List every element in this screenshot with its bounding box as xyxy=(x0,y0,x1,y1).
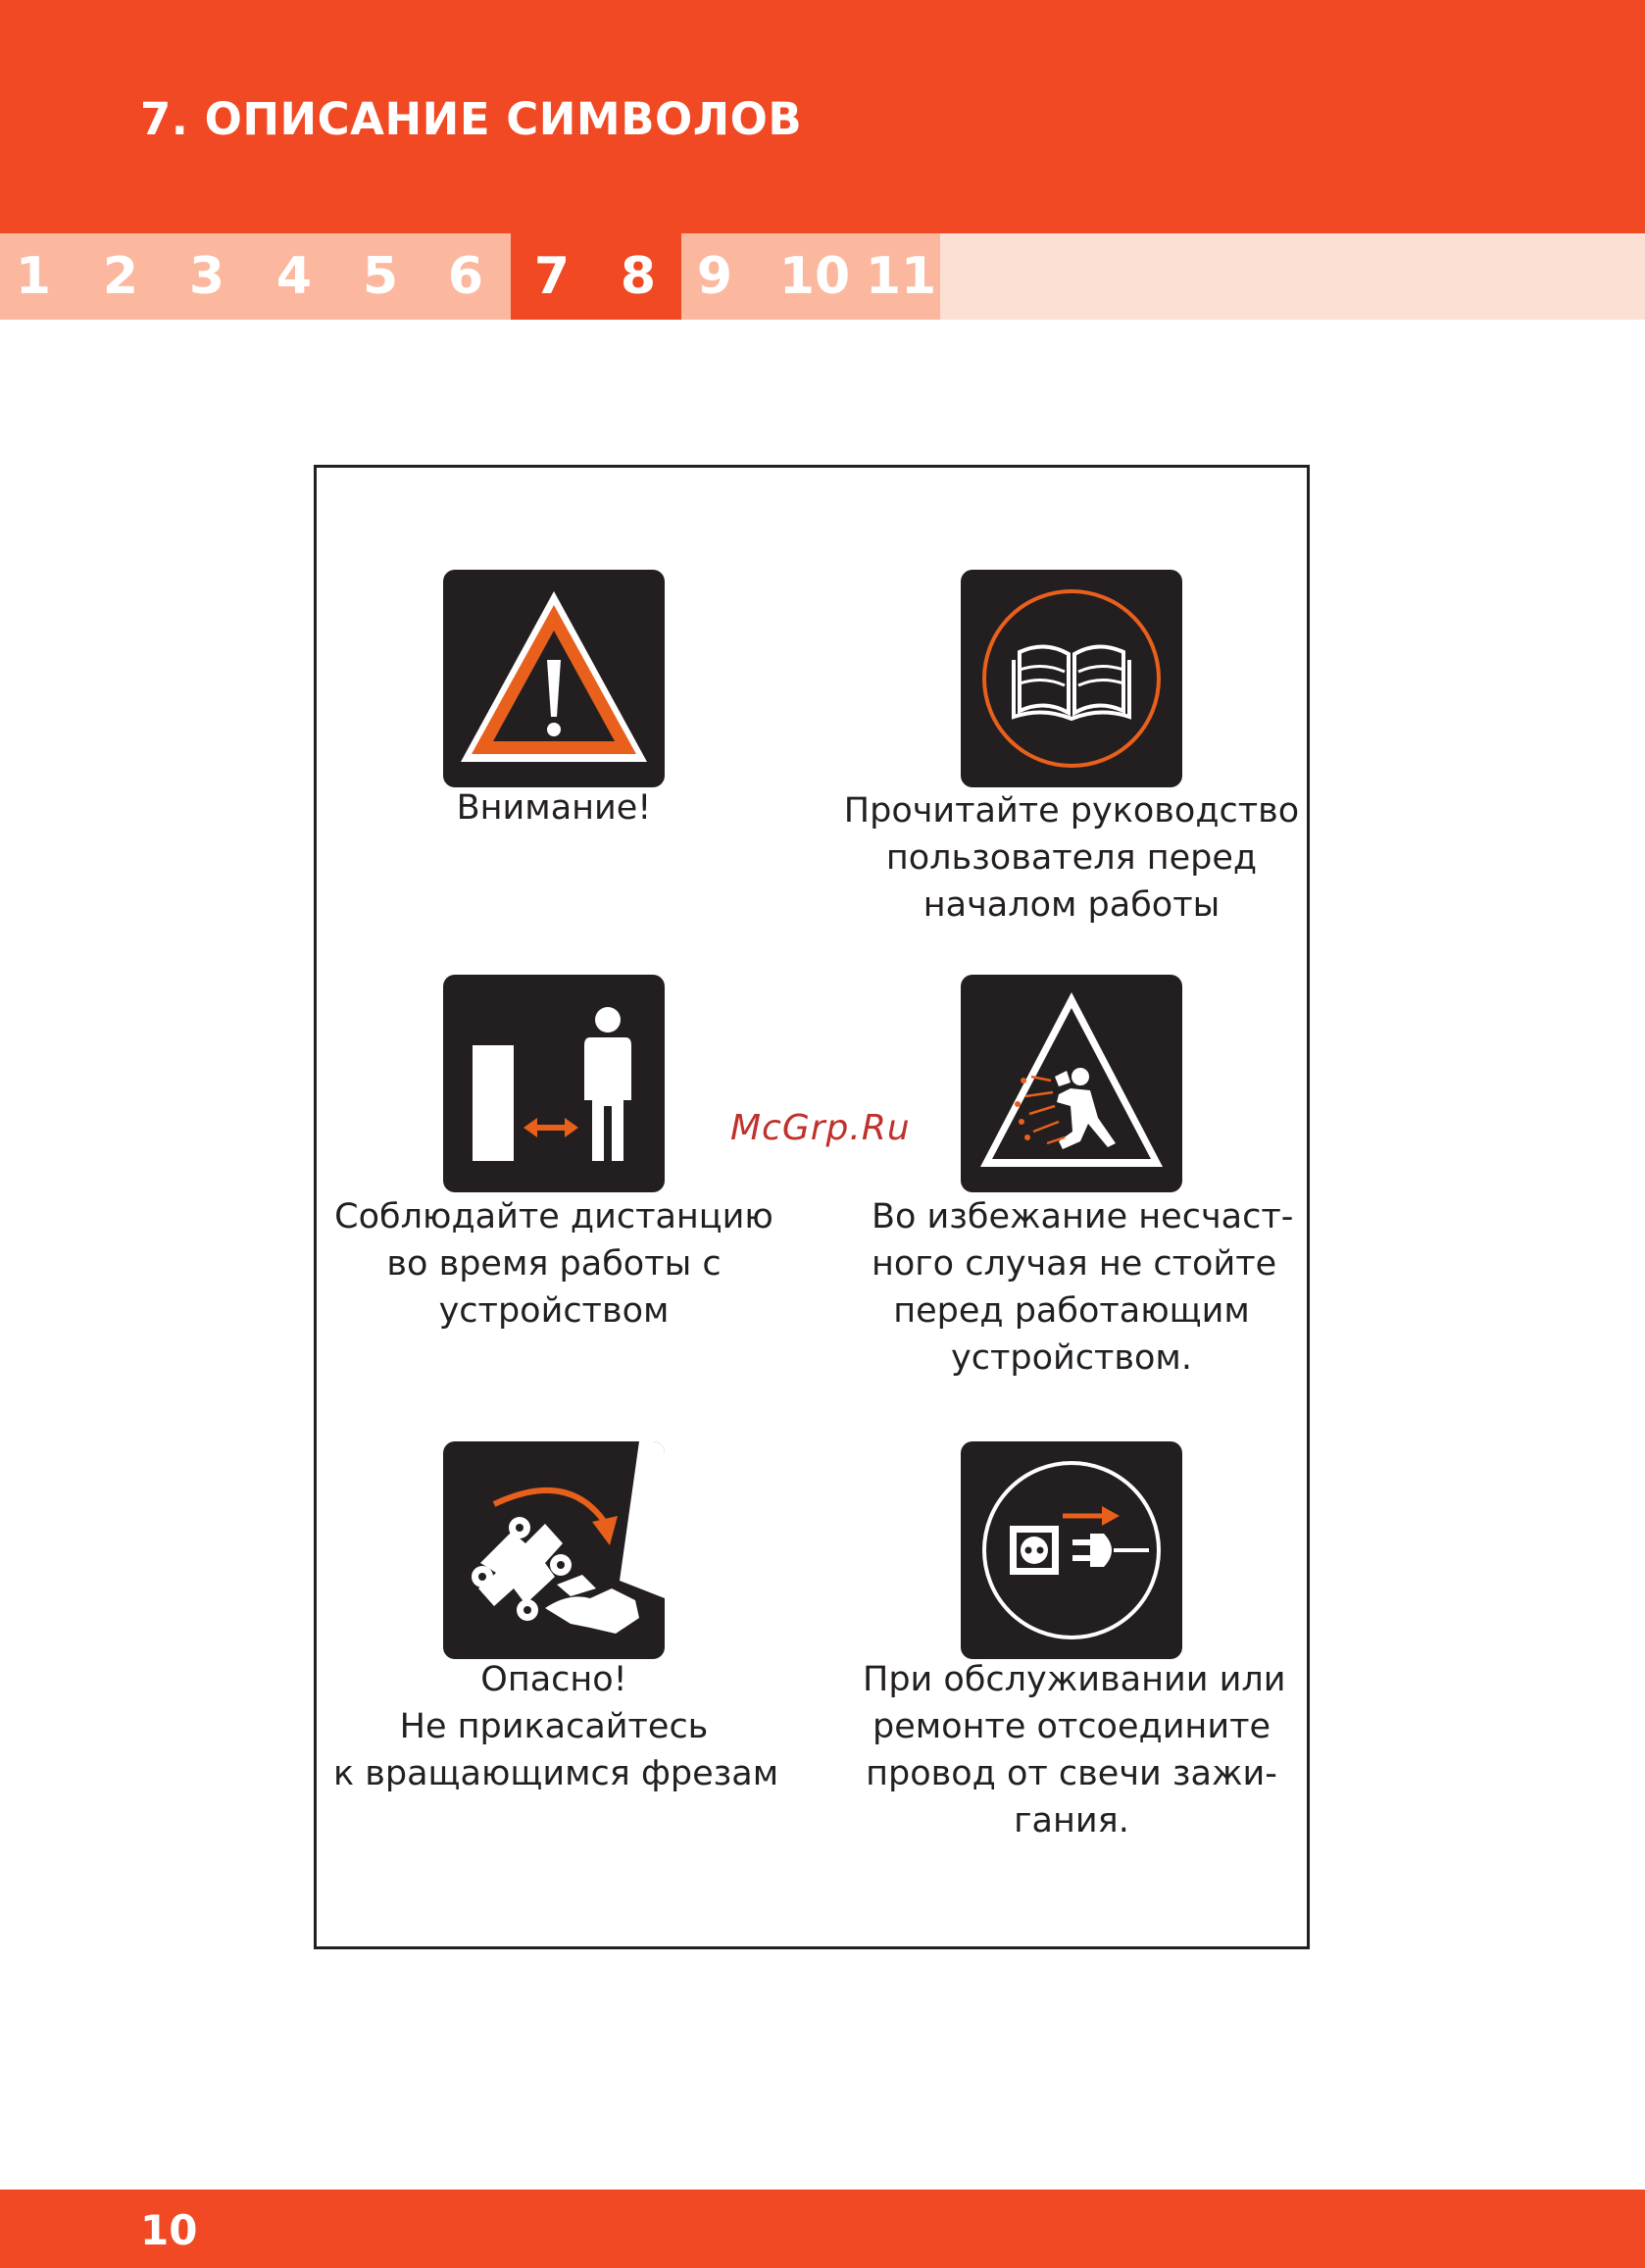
symbol-caption-flying-debris: Во избежание несчаст- ного случая не стойте перед работающим устройством. xyxy=(872,1197,1294,1378)
symbol-caption-disconnect-spark-plug: При обслуживании или ремонте отсоедините провод от свечи зажи- гания. xyxy=(863,1660,1286,1840)
disconnect-spark-plug-icon xyxy=(961,1441,1182,1659)
chapter-tab-2[interactable]: 2 xyxy=(102,247,139,306)
chapter-tab-5[interactable]: 5 xyxy=(362,247,399,306)
symbol-caption-warning: Внимание! xyxy=(456,788,652,828)
chapter-tab-6[interactable]: 6 xyxy=(447,247,484,306)
page-number: 10 xyxy=(140,2206,198,2254)
symbols-frame xyxy=(314,465,1310,1949)
chapter-tab-9[interactable]: 9 xyxy=(696,247,733,306)
symbol-caption-read-manual: Прочитайте руководство пользователя перед началом работы xyxy=(843,791,1300,925)
chapter-group-active xyxy=(511,233,681,320)
page-footer xyxy=(0,2190,1645,2268)
keep-distance-icon xyxy=(443,975,665,1192)
chapter-tab-3[interactable]: 3 xyxy=(188,247,225,306)
page-header xyxy=(0,0,1645,233)
chapter-tab-4[interactable]: 4 xyxy=(275,247,313,306)
warning-triangle-icon xyxy=(443,570,665,787)
chapter-tab-11[interactable]: 11 xyxy=(865,247,937,306)
chapter-tab-10[interactable]: 10 xyxy=(778,247,851,306)
flying-debris-icon xyxy=(961,975,1182,1192)
rotating-tines-icon xyxy=(443,1441,665,1659)
read-manual-icon xyxy=(961,570,1182,787)
watermark: McGrp.Ru xyxy=(730,1108,911,1148)
chapter-tab-7[interactable]: 7 xyxy=(533,247,571,306)
section-title: 7. ОПИСАНИЕ СИМВОЛОВ xyxy=(140,93,803,145)
chapter-group-1 xyxy=(0,233,511,320)
chapter-tab-8[interactable]: 8 xyxy=(620,247,657,306)
chapter-group-3 xyxy=(681,233,940,320)
symbol-caption-rotating-tines: Опасно! Не прикасайтесь к вращающимся фрезам xyxy=(333,1660,779,1793)
chapter-navigation xyxy=(0,233,1645,320)
chapter-tab-1[interactable]: 1 xyxy=(15,247,52,306)
symbol-caption-keep-distance: Соблюдайте дистанцию во время работы с устройством xyxy=(334,1197,773,1331)
